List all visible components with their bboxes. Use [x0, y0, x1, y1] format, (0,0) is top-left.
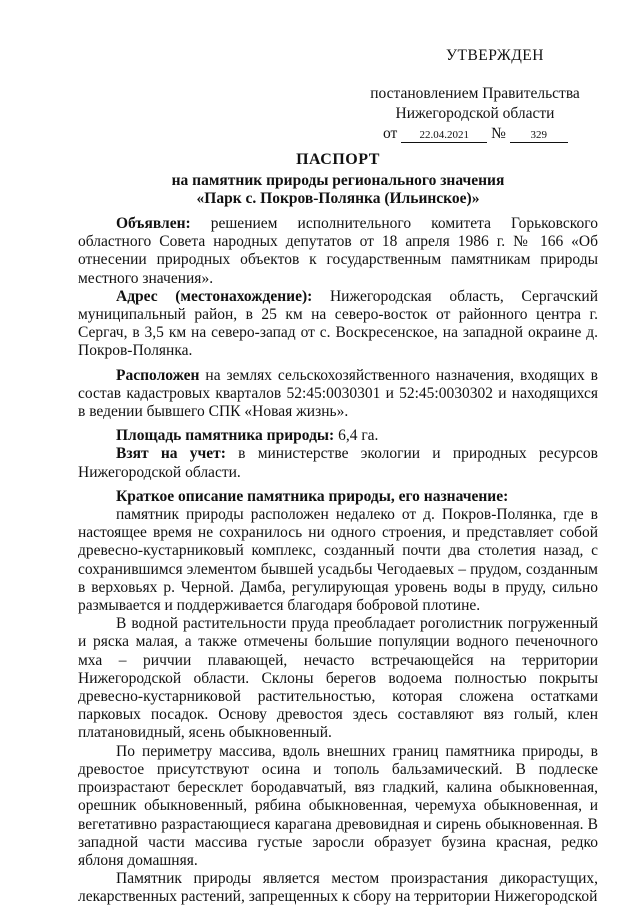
document-subtitle: на памятник природы регионального значения [171, 172, 505, 189]
approval-date-line [383, 124, 595, 144]
approval-line-1: постановлением Правительства [370, 85, 580, 102]
document-title: ПАСПОРТ [296, 151, 380, 168]
approval-number: 329 [510, 128, 568, 143]
approval-date: 22.04.2021 [401, 128, 487, 143]
registered-paragraph [78, 445, 598, 481]
declared-label: Объявлен: [116, 215, 191, 232]
registered-text: в министерстве экологии и природных ресурсов Нижегородской области. [78, 445, 598, 481]
declared-text: решением исполнительного комитета Горьковского областного Совета народных депутатов от 18 апреля 1986 г. № 166 «Об отнесении природных объектов к государственным памятникам природы местного значения». [78, 215, 598, 287]
located-text: на землях сельскохозяйственного назначения, входящих в состав кадастровых кварталов 52:45:0030301 и 52:45:0030302 и находящихся в ведении бывшего СПК «Новая жизнь». [78, 366, 598, 421]
area-text: 6,4 га. [334, 427, 379, 445]
registered-label: Взят на учет: [116, 445, 226, 463]
park-name: «Парк с. Покров-Полянка (Ильинское)» [196, 190, 480, 207]
approval-block [355, 46, 595, 144]
area-paragraph [78, 427, 598, 445]
description-label: Краткое описание памятника природы, его назначение: [116, 487, 509, 505]
address-paragraph [78, 288, 598, 361]
located-paragraph [78, 367, 598, 422]
approval-heading: УТВЕРЖДЕН [446, 47, 544, 64]
located-label: Расположен [116, 366, 200, 384]
description-heading [78, 488, 598, 506]
area-label: Площадь памятника природы: [116, 427, 335, 445]
description-paragraph-2: В водной растительности пруда преобладает роголистник погруженный и ряска малая, а также отмечены большие популяции водного печеночного мха – риччии плавающей, нечасто встречающейся на территории Нижегородской области. Склоны берегов водоема полностью покрыты древесно-кустарниковой растительностью, которая сложена остатками парковых посадок. Основу древостоя здесь составляют вяз голый, клен платановидный, ясень обыкновенный. [78, 615, 598, 742]
description-paragraph-1: памятник природы расположен недалеко от д. Покров-Полянка, где в настоящее время не сохранилось ни одного строения, и представляет собой древесно-кустарниковый комплекс, созданный почти два столетия назад, с сохранившимся элементом бывшей усадьбы Чегодаевых – прудом, созданным в верховьях р. Черной. Дамба, регулирующая уровень воды в пруду, сильно размывается и поддерживается благодаря бобровой плотине. [78, 506, 598, 615]
document-body [78, 215, 598, 907]
from-label: от [383, 125, 398, 142]
address-text: Нижегородская область, Сергачский муниципальный район, в 25 км на северо-восток от районного центра г. Сергач, в 3,5 км на северо-запад от с. Воскресенское, на западной окраине д. Покров-Полянка. [78, 287, 598, 360]
address-label: Адрес (местонахождение): [116, 287, 313, 305]
number-label: № [491, 125, 506, 142]
approval-line-2: Нижегородской области [395, 105, 555, 122]
description-paragraph-4: Памятник природы является местом произрастания дикорастущих, лекарственных растений, запрещенных к сбору на территории Нижегородской [78, 870, 598, 906]
declared-paragraph [78, 215, 598, 288]
description-paragraph-3: По периметру массива, вдоль внешних границ памятника природы, в древостое присутствуют осина и тополь бальзамический. В подлеске произрастают бересклет бородавчатый, вяз гладкий, калина обыкновенная, орешник обыкновенный, рябина обыкновенная, черемуха обыкновенная, и вегетативно разрастающиеся карагана древовидная и сирень обыкновенная. В западной части массива густые заросли образует бузина красная, редко яблоня домашняя. [78, 742, 598, 869]
